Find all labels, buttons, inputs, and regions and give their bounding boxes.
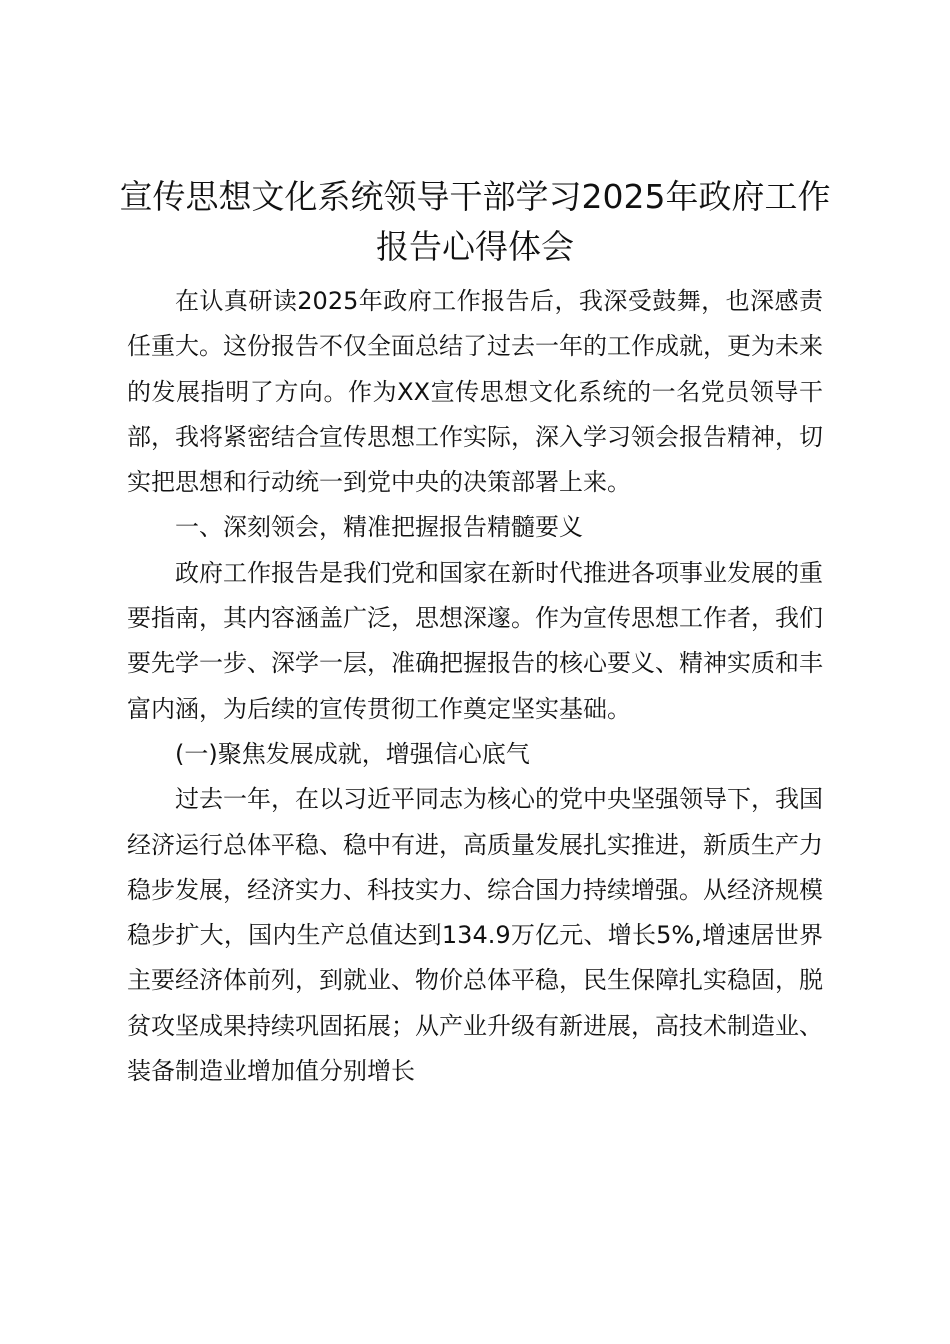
subsection-1-paragraph: 过去一年，在以习近平同志为核心的党中央坚强领导下，我国经济运行总体平稳、稳中有进，高质量发展扎实推进，新质生产力稳步发展，经济实力、科技实力、综合国力持续增强。从经济规模稳步扩大，国内生产总值达到134.9万亿元、增长5%,增速居世界主要经济体前列，到就业、物价总体平稳，民生保障扎实稳固，脱贫攻坚成果持续巩固拓展；从产业升级有新进展，高技术制造业、装备制造业增加值分别增长 <box>127 785 823 1086</box>
intro-paragraph: 在认真研读2025年政府工作报告后，我深受鼓舞，也深感责任重大。这份报告不仅全面总结了过去一年的工作成就，更为未来的发展指明了方向。作为XX宣传思想文化系统的一名党员领导干部，我将紧密结合宣传思想工作实际，深入学习领会报告精神，切实把思想和行动统一到党中央的决策部署上来。 <box>127 287 823 497</box>
subsection-heading-1: (一)聚焦发展成就，增强信心底气 <box>175 739 530 768</box>
section-heading-1: 一、深刻领会，精准把握报告精髓要义 <box>175 513 583 542</box>
document-title: 宣传思想文化系统领导干部学习2025年政府工作报告心得体会 <box>119 177 831 266</box>
document-body <box>127 279 823 1094</box>
section-1-paragraph: 政府工作报告是我们党和国家在新时代推进各项事业发展的重要指南，其内容涵盖广泛，思想深邃。作为宣传思想工作者，我们要先学一步、深学一层，准确把握报告的核心要义、精神实质和丰富内涵，为后续的宣传贯彻工作奠定坚实基础。 <box>127 558 823 723</box>
